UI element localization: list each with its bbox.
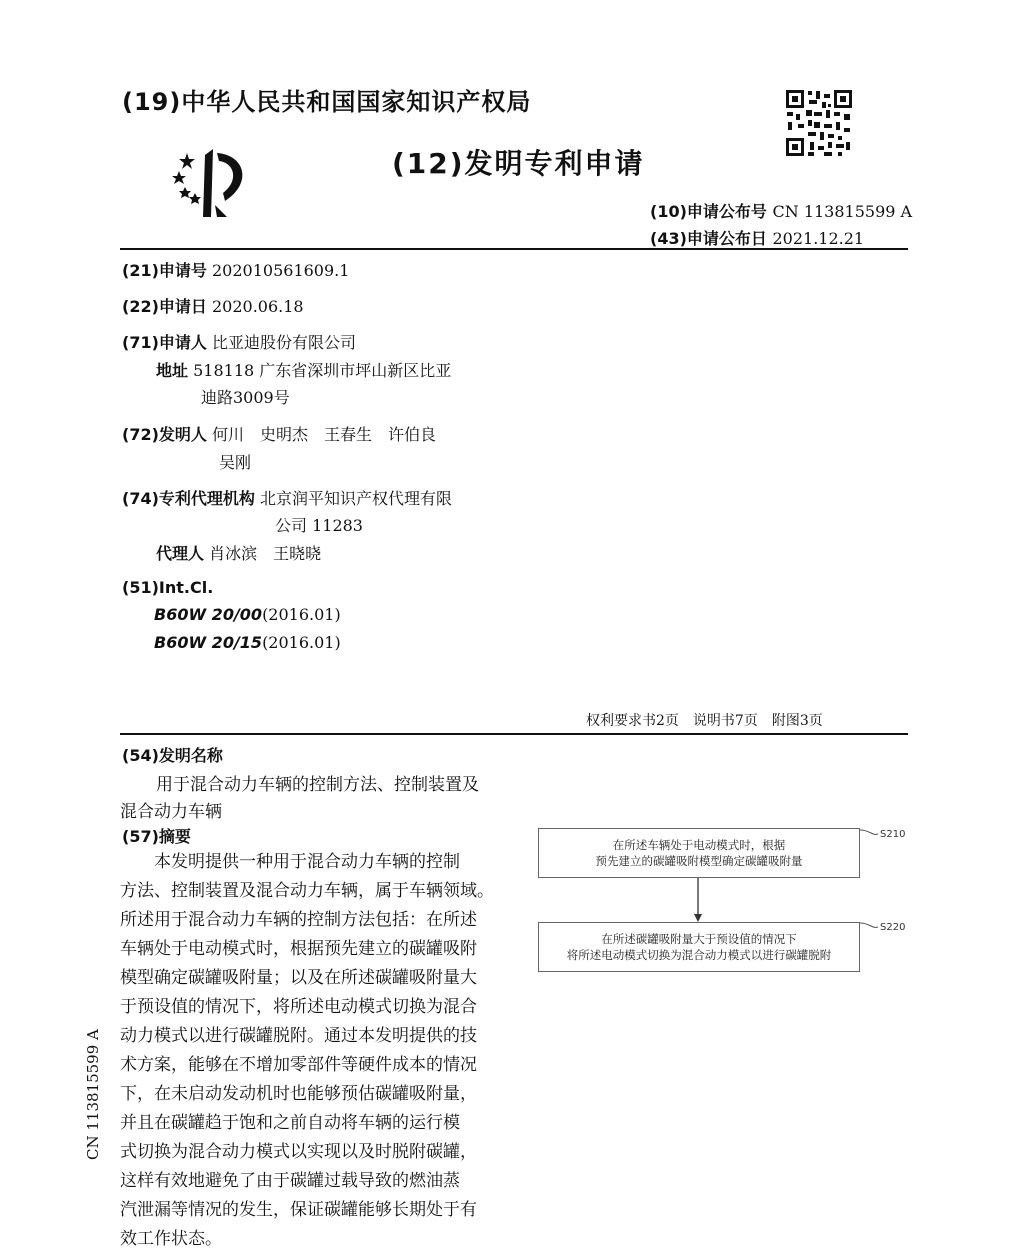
abstract-line: 所述用于混合动力车辆的控制方法包括：在所述 <box>120 910 477 930</box>
inventors-line2: 吴刚 <box>219 453 252 472</box>
address-row <box>156 358 451 381</box>
pub-date-value: 2021.12.21 <box>772 229 865 248</box>
publication-number <box>650 199 912 222</box>
flow-arrow-head <box>694 914 702 922</box>
ipc-year: (2016.01) <box>262 633 341 652</box>
document-kind: (12)发明专利申请 <box>392 147 645 180</box>
abstract-label: (57)摘要 <box>122 827 191 846</box>
app-date-value: 2020.06.18 <box>212 297 304 316</box>
abstract-text <box>120 848 498 1254</box>
qr-code <box>784 88 854 158</box>
inventors-label: (72)发明人 <box>122 425 207 444</box>
ipc-code: B60W 20/00 <box>154 605 263 624</box>
flow-leader-s210 <box>860 830 878 834</box>
ipc-year: (2016.01) <box>262 605 341 624</box>
cnipa-logo <box>165 145 265 220</box>
app-date-label: (22)申请日 <box>122 297 207 316</box>
agency-row <box>122 486 452 509</box>
address-line2: 迪路3009号 <box>201 388 290 407</box>
abstract-line: 汽泄漏等情况的发生，保证碳罐能够长期处于有 <box>120 1200 477 1220</box>
application-date-row <box>122 294 304 317</box>
address-line1: 518118 广东省深圳市坪山新区比亚 <box>193 361 452 380</box>
header-divider <box>120 248 908 250</box>
app-no-label: (21)申请号 <box>122 261 207 280</box>
office-title: (19)中华人民共和国国家知识产权局 <box>122 88 532 116</box>
pub-no-label: (10)申请公布号 <box>650 202 767 221</box>
applicant-value: 比亚迪股份有限公司 <box>212 333 357 352</box>
pages-info: 权利要求书2页 说明书7页 附图3页 <box>586 713 823 729</box>
abstract-line: 模型确定碳罐吸附量；以及在所述碳罐吸附量大 <box>120 968 477 988</box>
flow-step-text: 将所述电动模式切换为混合动力模式以进行碳罐脱附 <box>566 948 832 962</box>
intcl-label: (51)Int.Cl. <box>122 578 214 597</box>
abstract-line: 并且在碳罐趋于饱和之前自动将车辆的运行模 <box>120 1113 460 1133</box>
title-line1: 用于混合动力车辆的控制方法、控制装置及 <box>156 775 479 795</box>
applicant-row <box>122 330 356 353</box>
abstract-line: 式切换为混合动力模式以实现以及时脱附碳罐， <box>120 1142 477 1162</box>
abstract-line: 这样有效地避免了由于碳罐过载导致的燃油蒸 <box>120 1171 460 1191</box>
inventors-row <box>122 422 436 445</box>
flow-step-text: 在所述碳罐吸附量大于预设值的情况下 <box>601 932 797 946</box>
flow-step-text: 预先建立的碳罐吸附模型确定碳罐吸附量 <box>595 854 803 868</box>
title-label: (54)发明名称 <box>122 746 223 765</box>
pub-no-value: CN 113815599 A <box>772 202 913 221</box>
agency-line1: 北京润平知识产权代理有限 <box>260 489 453 508</box>
flow-leader-s220 <box>860 923 878 927</box>
abstract-line: 车辆处于电动模式时，根据预先建立的碳罐吸附 <box>120 939 477 959</box>
abstract-line: 下，在未启动发动机时也能够预估碳罐吸附量， <box>120 1084 477 1104</box>
abstract-line: 本发明提供一种用于混合动力车辆的控制 <box>120 852 460 872</box>
pages-divider <box>120 733 908 735</box>
side-publication-number: CN 113815599 A <box>84 1029 102 1160</box>
agent-label: 代理人 <box>156 544 205 563</box>
pub-date-label: (43)申请公布日 <box>650 229 767 248</box>
application-number-row <box>122 258 349 281</box>
flow-step-text: 在所述车辆处于电动模式时，根据 <box>612 838 786 852</box>
abstract-line: 术方案，能够在不增加零部件等硬件成本的情况 <box>120 1055 477 1075</box>
title-line2: 混合动力车辆 <box>120 802 222 822</box>
flow-label-s220: S220 <box>880 922 906 933</box>
agency-label: (74)专利代理机构 <box>122 489 255 508</box>
agency-line2: 公司 11283 <box>275 516 363 535</box>
agent-value: 肖冰滨 王晓晓 <box>209 544 322 563</box>
address-label: 地址 <box>156 361 189 380</box>
abstract-line: 方法、控制装置及混合动力车辆，属于车辆领域。 <box>120 881 494 901</box>
abstract-line: 动力模式以进行碳罐脱附。通过本发明提供的技 <box>120 1026 477 1046</box>
ipc-row-1 <box>154 605 341 624</box>
flowchart-connectors <box>530 820 910 980</box>
flow-label-s210: S210 <box>880 829 906 840</box>
agent-row <box>156 541 321 564</box>
app-no-value: 202010561609.1 <box>212 261 350 280</box>
applicant-label: (71)申请人 <box>122 333 207 352</box>
publication-date <box>650 226 864 249</box>
inventors-line1: 何川 史明杰 王春生 许伯良 <box>212 425 437 444</box>
abstract-line: 于预设值的情况下，将所述电动模式切换为混合 <box>120 997 477 1017</box>
ipc-code: B60W 20/15 <box>154 633 263 652</box>
ipc-row-2 <box>154 633 341 652</box>
abstract-line: 效工作状态。 <box>120 1229 222 1249</box>
